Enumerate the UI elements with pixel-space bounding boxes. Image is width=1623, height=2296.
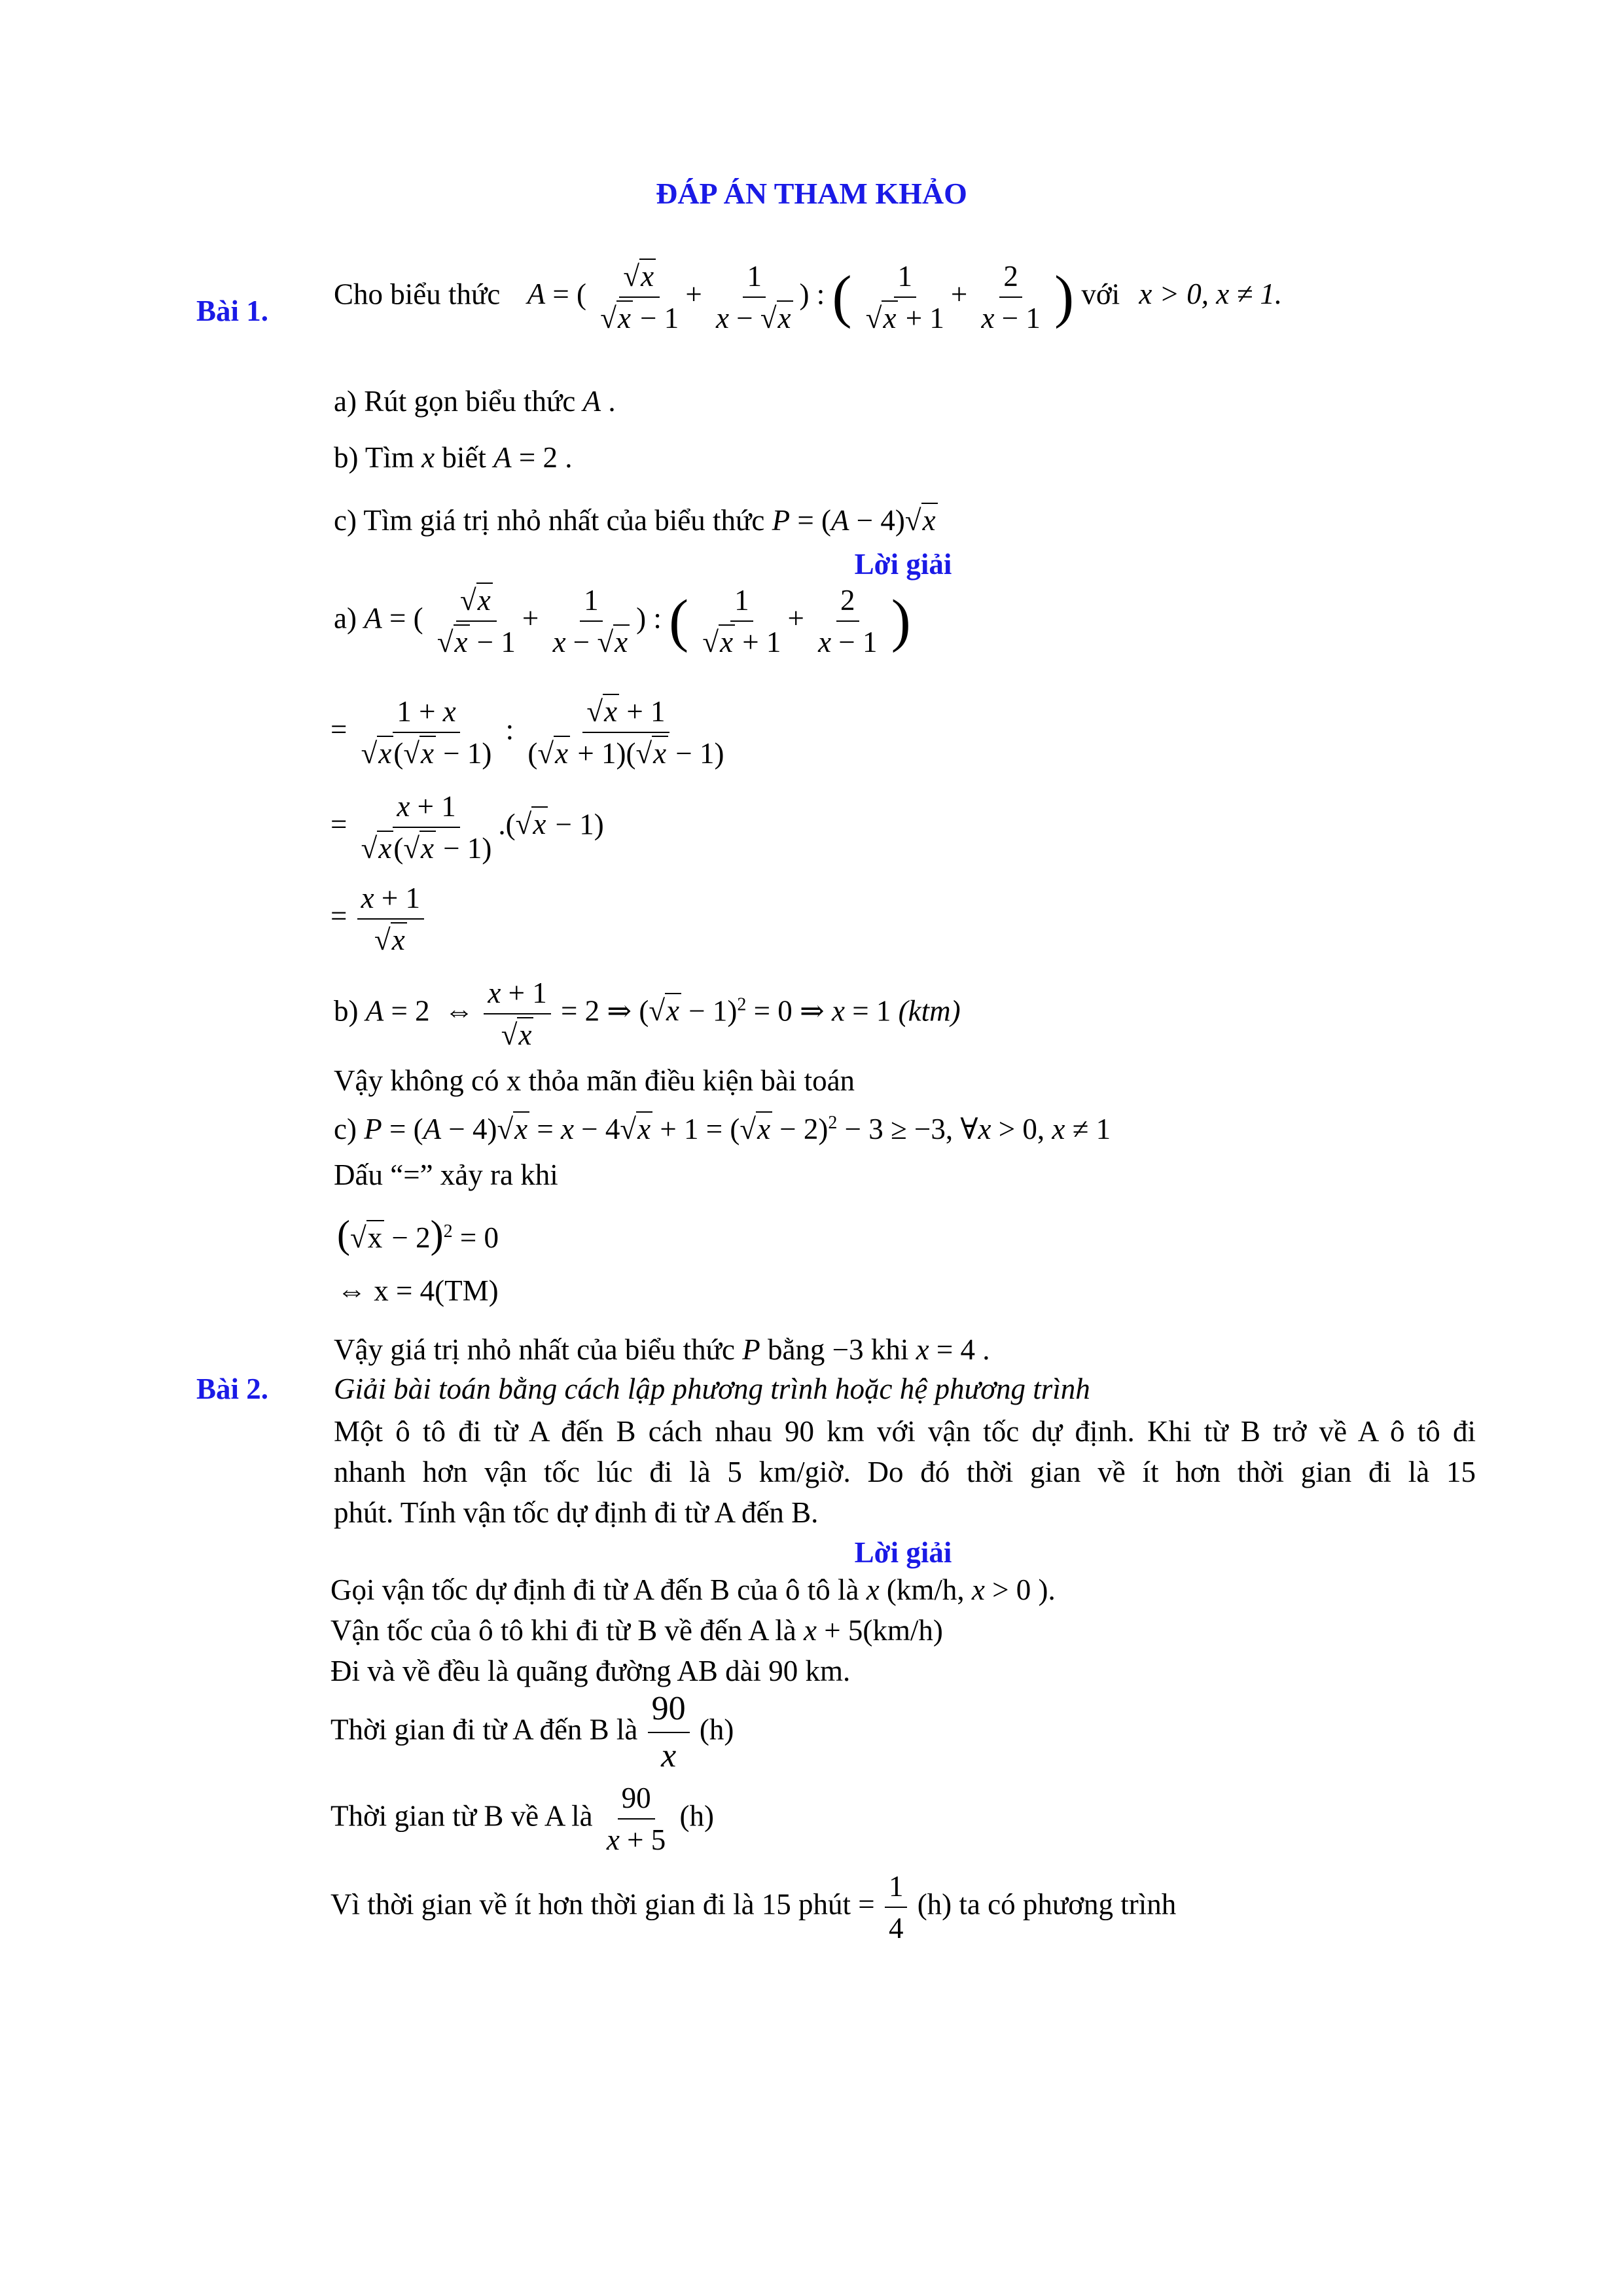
bai2-sol-line6: Vì thời gian về ít hơn thời gian đi là 15 phút = $\frac{1}{4}$ (h) ta có phương trình — [330, 1870, 1177, 1945]
sol-b-label: b) — [334, 994, 359, 1028]
unit-h-2: (h) — [679, 1799, 715, 1833]
part-c-text: c) Tìm giá trị nhỏ nhất của biểu thức — [334, 504, 765, 537]
sol-line4-text: Thời gian đi từ A đến B là — [330, 1713, 638, 1746]
bai2-sol-line2: Vận tốc của ô tô khi đi từ B về đến A là x + 5(km/h) — [330, 1614, 943, 1647]
bai1-label: Bài 1. — [196, 295, 269, 327]
sol-b-conclusion: Vậy không có x thỏa mãn điều kiện bài toán — [334, 1064, 855, 1097]
sol-c-conclusion: Vậy giá trị nhỏ nhất của biểu thức P bằng −3 khi x = 4 . — [334, 1333, 990, 1366]
sol-c-eq-text: Dấu “=” xảy ra khi — [334, 1158, 558, 1191]
bai2-sol-line3: Đi và về đều là quãng đường AB dài 90 km. — [330, 1655, 851, 1687]
sol-a-line4: = $\frac{x + 1}{√x}$ — [330, 880, 427, 958]
sol-b-ktm: (ktm) — [898, 994, 961, 1028]
bai2-problem-line2: nhanh hơn vận tốc lúc đi là 5 km/giờ. Do đó thời gian về ít hơn thời gian đi là 15 — [334, 1456, 1476, 1488]
bai2-sol-line5: Thời gian từ B về A là $\frac{90}{x + 5}$ (h) — [330, 1782, 715, 1856]
unit-h-1: (h) — [699, 1713, 734, 1746]
part-a-text: a) Rút gọn biểu thức — [334, 385, 576, 418]
sol-c-tm: (TM) — [435, 1274, 499, 1307]
bai2-problem-line1: Một ô tô đi từ A đến B cách nhau 90 km với vận tốc dự định. Khi từ B trở về A ô tô đi — [334, 1415, 1476, 1448]
sol-line6-a: Vì thời gian về ít hơn thời gian đi là 15 phút = — [330, 1888, 875, 1921]
frac-1-over-x-minus-sqrtx: $\frac{1}{x - √x}$ — [712, 259, 797, 336]
sol-c-conclusion-2: bằng — [767, 1333, 825, 1366]
sol-a-line1: a) A = ( $\frac{√x}{√x - 1}$ + $\frac{1}{x - √x}$ ) : ( $\frac{1}{√x + 1}$ + $\frac{2}{x - 1}$ ) — [334, 584, 911, 658]
sol-line1-b: (km/h, — [886, 1573, 965, 1606]
bai1-statement: Cho biểu thức A = ( $\frac{√x}{√x - 1}$ + $\frac{1}{x - √x}$ ) : ( $\frac{1}{√x + 1}$ + $\frac{2}{x - 1}$ ) với x > 0, x ≠ 1. — [334, 260, 1283, 334]
frac-sqrtx-over-sqrtx-minus-1: $\frac{√x}{√x - 1}$ — [600, 260, 679, 334]
sol-line2-a: Vận tốc của ô tô khi đi từ B về đến A là — [330, 1614, 796, 1647]
bai2-label: Bài 2. — [196, 1372, 269, 1405]
sol-c-label: c) — [334, 1113, 357, 1145]
part-b-mid: biết — [442, 441, 486, 474]
bai2-problem-line3: phút. Tính vận tốc dự định đi từ A đến B. — [334, 1496, 819, 1529]
sol-c-conclusion-3: khi — [870, 1333, 909, 1366]
bai1-intro: Cho biểu thức — [334, 278, 501, 311]
frac-2-over-x-minus-1: $\frac{2}{x - 1}$ — [981, 260, 1041, 334]
bai1-part-b: b) Tìm x biết A = 2 . — [334, 441, 573, 474]
sol-c-conclusion-1: Vậy giá trị nhỏ nhất của biểu thức — [334, 1333, 735, 1366]
bai2-sol-line4: Thời gian đi từ A đến B là $\frac{90}{x}$ (h) — [330, 1690, 734, 1775]
sol-c-eq2: ⇔ x = 4(TM) — [337, 1274, 499, 1307]
bai2-subtitle: Giải bài toán bằng cách lập phương trình hoặc hệ phương trình — [334, 1372, 1090, 1405]
sol-line6-b: (h) ta có phương trình — [917, 1888, 1177, 1921]
bai1-part-c: c) Tìm giá trị nhỏ nhất của biểu thức P = (A − 4)√x — [334, 503, 938, 538]
sol-line1-a: Gọi vận tốc dự định đi từ A đến B của ô tô là — [330, 1573, 859, 1606]
bai1-part-a: a) Rút gọn biểu thức A . — [334, 385, 616, 418]
bai1-loi-giai: Lời giải — [854, 548, 952, 581]
sol-a-label: a) — [334, 601, 357, 635]
sol-c-line1: c) $P = (A - 4)√x = x - 4√x + 1 = (√x - 2)^2 - 3 \ge -3$, ∀x > 0, x ≠ 1 — [334, 1113, 1111, 1145]
sol-a-line2: = $\frac{1 + x}{√x(√x - 1)}$ : $\frac{√x + 1}{(√x + 1)(√x - 1)}$ — [330, 695, 724, 770]
bai1-condition-word: với — [1081, 278, 1120, 311]
page-title: ĐÁP ÁN THAM KHẢO — [656, 177, 967, 210]
bai1-condition: x > 0, x ≠ 1. — [1139, 278, 1283, 311]
sol-b-line: b) A = 2 ⇔ $\frac{x + 1}{√x}$ = 2 ⇒ $(√x - 1)^2 = 0$ ⇒ x = 1 (ktm) — [334, 977, 961, 1051]
bai2-sol-line1: Gọi vận tốc dự định đi từ A đến B của ô tô là x (km/h, x > 0 ). — [330, 1573, 1056, 1606]
sol-a-line3: = $\frac{x + 1}{√x(√x - 1)}$ .(√x − 1) — [330, 790, 604, 865]
bai2-loi-giai: Lời giải — [854, 1536, 952, 1569]
sol-c-eq1: $(√x - 2)^2 = 0$ — [337, 1213, 499, 1256]
sol-line2-b: (km/h) — [863, 1614, 943, 1647]
frac-1-over-sqrtx-plus-1: $\frac{1}{√x + 1}$ — [865, 260, 944, 334]
part-b-text: b) Tìm — [334, 441, 414, 474]
sol-line5-text: Thời gian từ B về A là — [330, 1799, 593, 1833]
